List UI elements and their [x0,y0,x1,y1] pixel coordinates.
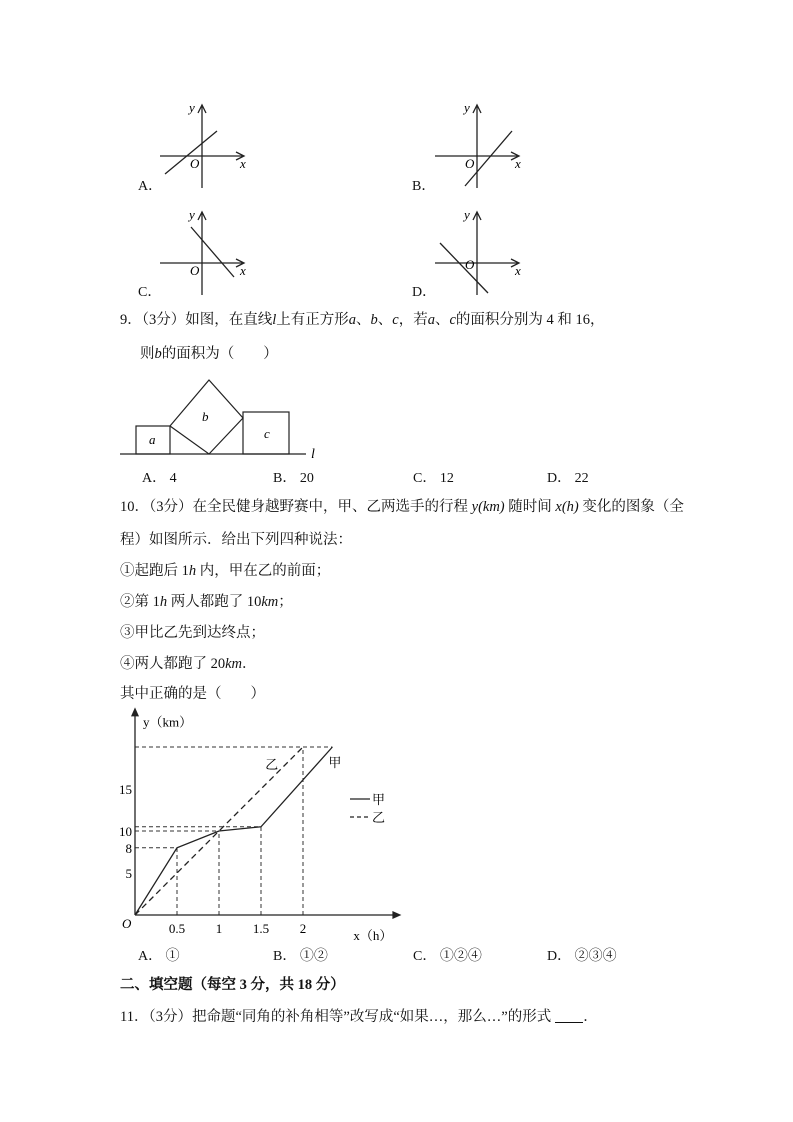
q9-option-d: D． 22 [547,471,589,486]
q9-option-b: B． 20 [273,471,314,486]
x-axis-label: x（h） [353,928,393,943]
question-number: 11． [120,1009,149,1025]
q10-option-c: C． ①②④ [413,949,482,964]
q10-stem-line1: 10．（3分）在全民健身越野赛中，甲、乙两选手的行程 y(km) 随时间 x(h) 变化的图象（全 [120,499,684,515]
x-tick-label: 2 [299,921,307,936]
section-title: 二、填空题（每空 3 分，共 18 分） [120,977,345,993]
origin-label: O [465,156,475,171]
y-tick-label: 10 [119,824,132,839]
y-arrow-icon [131,707,139,716]
q8-option-d-graph [430,205,530,300]
q10-statement-1: ①起跑后 1h 内，甲在乙的前面； [120,563,331,579]
series-label-yi: 乙 [265,757,279,772]
x-label: x [240,156,246,171]
tick-labels [119,782,306,936]
answer-blank[interactable] [555,1008,583,1023]
q9-stem-line1: 9．（3分）如图，在直线l上有正方形a、b、c，若a、c的面积分别为 4 和 16， [120,312,605,328]
y-label: y [464,100,470,115]
x-tick-label: 0.5 [168,921,186,936]
q10-option-b: B． ①② [273,949,328,964]
q9-option-c: C． 12 [413,471,454,486]
x-tick-label: 1.5 [252,921,270,936]
q8-option-b-label: B． [412,179,436,194]
q8-option-b-graph [430,98,530,193]
question-score: （3分） [141,312,186,328]
q10-question: 其中正确的是（ ） [120,686,265,702]
y-tick-label: 5 [125,866,132,881]
function-line [440,243,488,293]
label-b: b [202,409,209,424]
q10-option-d: D． ②③④ [547,949,617,964]
legend-label: 乙 [372,810,386,825]
y-label: y [464,207,470,222]
guide-lines [135,747,332,915]
q10-option-a: A． ① [138,949,180,964]
q10-statement-2: ②第 1h 两人都跑了 10km； [120,594,293,610]
q10-distance-time-chart [110,705,410,945]
q8-option-d-label: D． [412,285,437,300]
q10-statement-3: ③甲比乙先到达终点； [120,625,265,641]
q9-option-a: A． 4 [142,471,177,486]
q8-option-c-label: C． [138,285,162,300]
x-arrow-icon [392,911,401,919]
q10-stem-line2: 程）如图所示．给出下列四种说法： [120,532,352,548]
question-number: 10． [120,499,149,515]
x-label: x [515,156,521,171]
question-number: 9． [120,312,142,328]
label-c: c [264,426,270,441]
y-label: y [189,100,195,115]
label-a: a [149,432,156,447]
y-tick-label: 8 [125,840,132,856]
legend [350,792,385,825]
y-axis-label: y（km） [143,714,193,730]
q8-option-a-graph [155,98,255,193]
q8-option-a-label: A． [138,179,163,194]
x-label: x [515,263,521,278]
origin-label: O [465,257,475,272]
question-score: （3分） [148,1009,192,1025]
origin-label: O [190,156,200,171]
q9-squares-figure [118,376,328,460]
legend-label: 甲 [372,792,386,807]
q11-stem: 11．（3分）把命题“同角的补角相等”改写成“如果…，那么…”的形式 ． [120,1009,598,1025]
x-label: x [240,263,246,278]
label-l: l [311,447,315,460]
question-score: （3分） [149,499,193,515]
y-label: y [189,207,195,222]
origin-label: O [122,916,132,931]
series-label-jia: 甲 [328,755,342,770]
q9-stem-line2: 则b的面积为（ ） [140,346,278,362]
q10-statement-4: ④两人都跑了 20km． [120,656,257,672]
origin-label: O [190,263,200,278]
q8-option-c-graph [155,205,255,300]
y-tick-label: 15 [119,782,132,797]
x-tick-label: 1 [215,921,223,936]
